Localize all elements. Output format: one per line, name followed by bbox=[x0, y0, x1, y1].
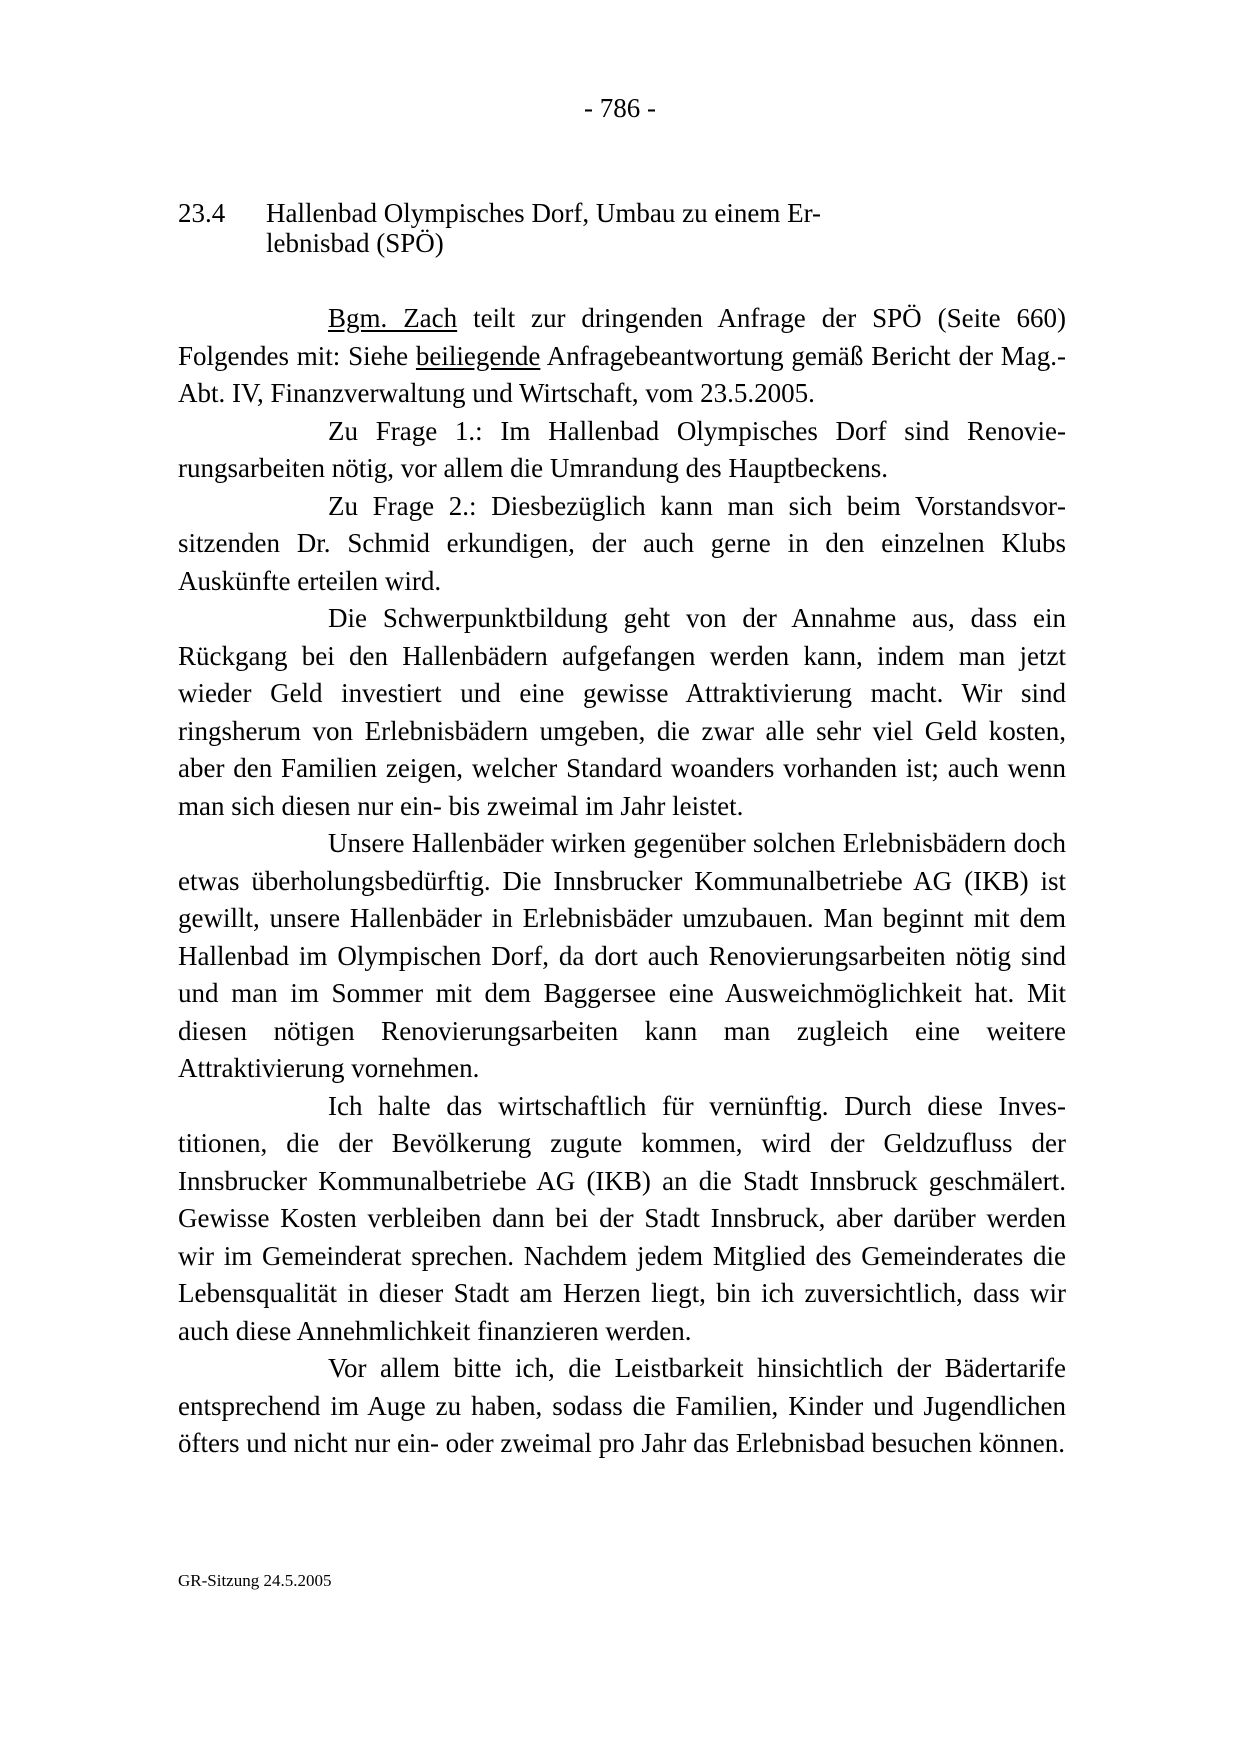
paragraph-text: Anfragebeantwortung gemäß Bericht der Mag.-Abt. IV, Finanzverwaltung und Wirtschaft, vom 23.5.2005. bbox=[178, 340, 1066, 408]
speaker-name: Bgm. Zach bbox=[328, 303, 458, 333]
section-title bbox=[266, 198, 886, 258]
paragraph: Zu Frage 1.: Im Hallenbad Olympisches Dorf sind Renovierungsarbeiten nötig, vor allem die Umrandung des Hauptbeckens. bbox=[178, 415, 1066, 483]
footer: GR-Sitzung 24.5.2005 bbox=[178, 1571, 332, 1590]
paragraph: Zu Frage 2.: Diesbezüglich kann man sich beim Vorstandsvorsitzenden Dr. Schmid erkundigen, der auch gerne in den einzelnen Klubs Auskünfte erteilen wird. bbox=[178, 490, 1066, 596]
document-body bbox=[178, 300, 1066, 1463]
paragraph: Ich halte das wirtschaftlich für vernünftig. Durch diese Investitionen, die der Bevölkerung zugute kommen, wird der Geldzufluss der Innsbrucker Kommunalbetriebe AG (IKB) an die Stadt Innsbruck geschmälert. Gewisse Kosten verbleiben dann bei der Stadt Innsbruck, aber darüber werden wir im Gemeinderat sprechen. Nachdem jedem Mitglied des Gemeinderates die Lebensqualität in dieser Stadt am Herzen liegt, bin ich zuversichtlich, dass wir auch diese Annehmlichkeit finanzieren werden. bbox=[178, 1090, 1066, 1346]
page-number: - 786 - bbox=[584, 93, 656, 123]
section-title-line-1: Hallenbad Olympisches Dorf, Umbau zu einem Er- bbox=[266, 198, 822, 228]
paragraph bbox=[178, 300, 1066, 413]
paragraph: Die Schwerpunktbildung geht von der Annahme aus, dass ein Rückgang bei den Hallenbädern aufgefangen werden kann, indem man jetzt wieder Geld investiert und eine gewisse Attraktivierung macht. Wir sind ringsherum von Erlebnisbädern umgeben, die zwar alle sehr viel Geld kosten, aber den Familien zeigen, welcher Standard woanders vorhanden ist; auch wenn man sich diesen nur ein- bis zweimal im Jahr leistet. bbox=[178, 603, 1066, 821]
paragraph: Unsere Hallenbäder wirken gegenüber solchen Erlebnisbädern doch etwas überholungsbedürftig. Die Innsbrucker Kommunalbetriebe AG (IKB) ist gewillt, unsere Hallenbäder in Erlebnisbäder umzubauen. Man beginnt mit dem Hallenbad im Olympischen Dorf, da dort auch Renovierungsarbeiten nötig sind und man im Sommer mit dem Baggersee eine Ausweichmöglichkeit hat. Mit diesen nötigen Renovierungsarbeiten kann man zugleich eine weitere Attraktivierung vornehmen. bbox=[178, 828, 1066, 1083]
section-number: 23.4 bbox=[178, 198, 226, 228]
underlined-word: beiliegende bbox=[415, 340, 541, 371]
paragraph: Vor allem bitte ich, die Leistbarkeit hinsichtlich der Bädertarife entsprechend im Auge zu haben, sodass die Familien, Kinder und Jugendlichen öfters und nicht nur ein- oder zweimal pro Jahr das Erlebnisbad besuchen können. bbox=[178, 1353, 1066, 1458]
section-title-line-2: lebnisbad (SPÖ) bbox=[266, 228, 444, 258]
paragraph-text: teilt zur dringenden Anfrage der SPÖ (Seite 660) Folgendes mit: Siehe bbox=[178, 303, 1066, 371]
